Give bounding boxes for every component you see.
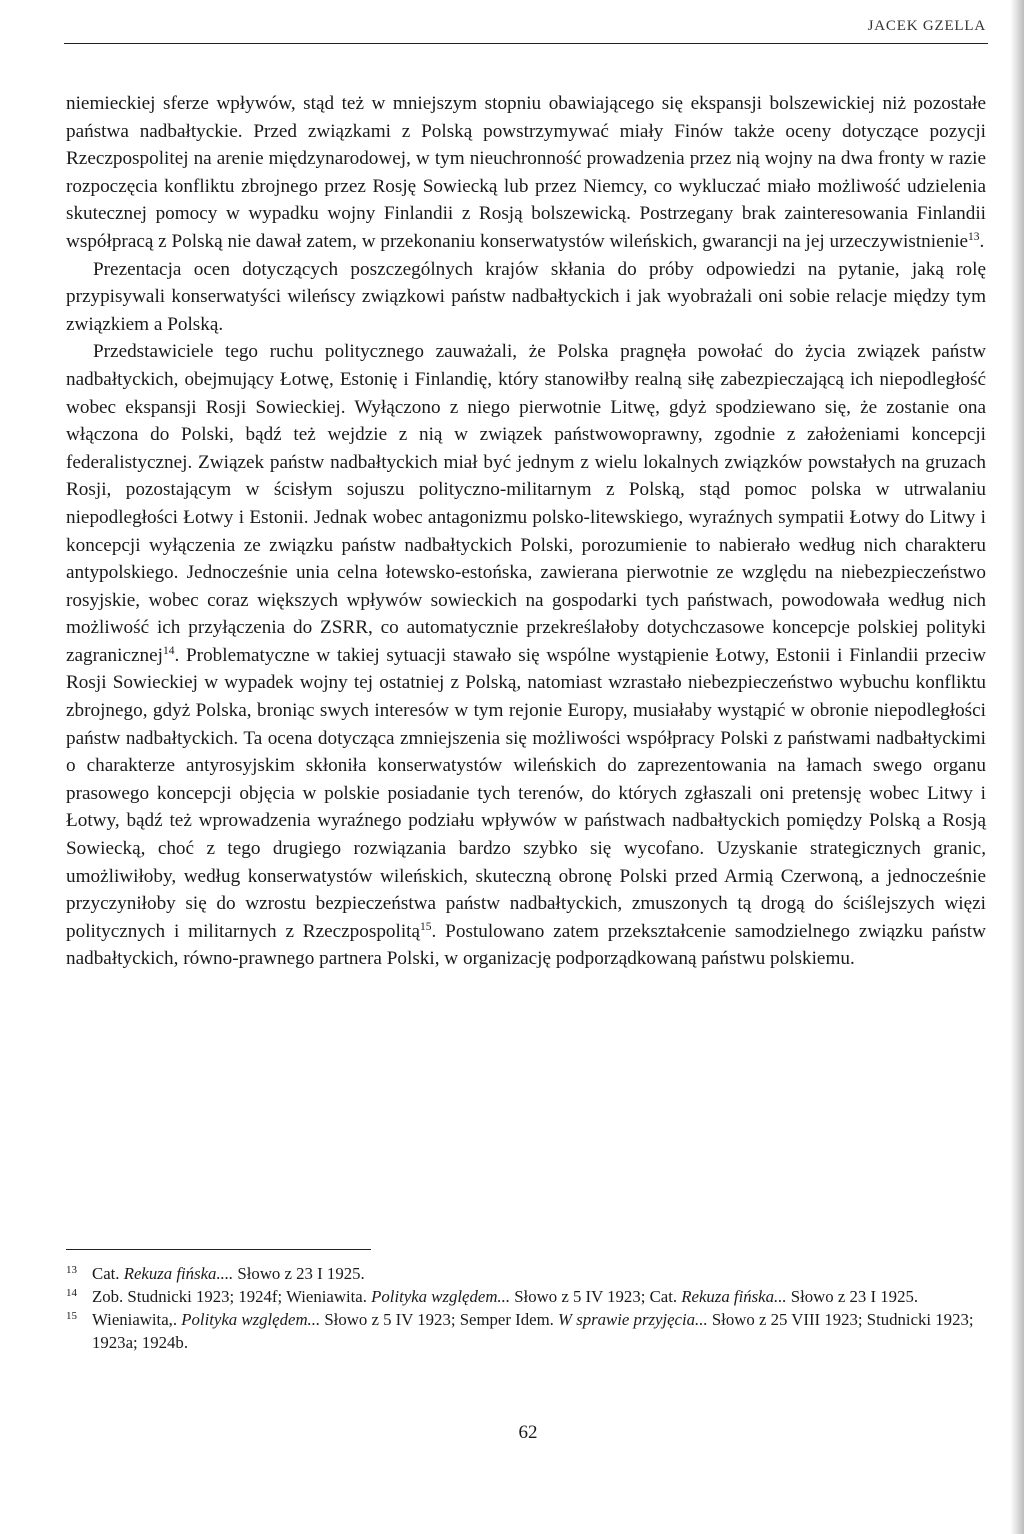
footnote-text: Słowo z 23 I 1925. xyxy=(786,1287,919,1306)
footnote-rule xyxy=(66,1249,371,1250)
paragraph-1-text: niemieckiej sferze wpływów, stąd też w mniejszym stopniu obawiającego się ekspansji bolszewickiej niż pozostałe państwa nadbałtyckie. Przed związkami z Polską powstrzymywać miały Finów także oceny dotyczące pozycji Rzeczpospolitej na arenie międzynarodowej, w tym nieuchronność prowadzenia przez nią wojny na dwa fronty w razie rozpoczęcia konfliktu zbrojnego przez Rosję Sowiecką lub przez Niemcy, co wykluczać miało możliwość udzielenia skutecznej pomocy w wypadku wojny Finlandii z Rosją bolszewicką. Postrzegany brak zainteresowania Finlandii współpracą z Polską nie dawał zatem, w przekonaniu konserwatystów wileńskich, gwarancji na jej urzeczywistnienie xyxy=(66,93,986,252)
footnote-ref-13: 13 xyxy=(968,230,980,243)
footnote-text: Cat. xyxy=(92,1264,124,1283)
footnote-title: W sprawie przyjęcia... xyxy=(558,1310,708,1329)
paragraph-3 xyxy=(66,338,986,973)
scan-edge-shadow xyxy=(1010,0,1024,1534)
footnote-title: Rekuza fińska... xyxy=(681,1287,787,1306)
footnote-text: Słowo z 5 IV 1923; Semper Idem. xyxy=(320,1310,559,1329)
paragraph-1-tail: . xyxy=(979,230,985,252)
paragraph-1 xyxy=(66,90,986,256)
paragraph-3-text-a: Przedstawiciele tego ruchu politycznego zauważali, że Polska pragnęła powołać do życia związek państw nadbałtyckich, obejmujący Łotwę, Estonię i Finlandię, który stanowiłby realną siłę zabezpieczającą ich niepodległość wobec ekspansji Rosji Sowieckiej. Wyłączono z niego pierwotnie Litwę, gdyż spodziewano się, że zostanie ona włączona do Polski, bądź też wejdzie z nią w związek państwowoprawny, zgodnie z założeniami koncepcji federalistycznej. Związek państw nadbałtyckich miał być jednym z wielu lokalnych związków powstałych na gruzach Rosji, pozostającym w ścisłym sojuszu polityczno-militarnym z Polską, stąd pomoc polska w utrwalaniu niepodległości Łotwy i Estonii. Jednak wobec antagonizmu polsko-litewskiego, wyraźnych sympatii Łotwy do Litwy i koncepcji wyłączenia ze związku państw nadbałtyckich Polski, porozumienie to nabierało według nich charakteru antypolskiego. Jednocześnie unia celna łotewsko-estońska, zawierana pierwotnie ze względu na niebezpieczeństwo rosyjskie, wobec coraz większych wpływów sowieckich na gospodarki tych państwach, powodowała według nich możliwość ich przyłączenia do ZSRR, co automatycznie przekreślałoby dotychczasowe koncepcje polskiej polityki zagranicznej xyxy=(66,341,986,666)
footnote-text: Słowo z 5 IV 1923; Cat. xyxy=(510,1287,682,1306)
footnote-text: Słowo z 25 VIII 1923; Studnicki 1923; 1923a; 1924b. xyxy=(92,1310,974,1352)
body-text xyxy=(66,90,986,973)
footnote-title: Polityka względem... xyxy=(371,1287,511,1306)
footnote-ref-14: 14 xyxy=(162,644,175,657)
footnote-text: Zob. Studnicki 1923; 1924f; Wieniawita. xyxy=(92,1287,372,1306)
footnote-15: 15 Wieniawita,. Polityka względem... Słowo z 5 IV 1923; Semper Idem. W sprawie przyjęcia... Słowo z 25 VIII 1923; Studnicki 1923; 1923a; 1924b. xyxy=(66,1310,974,1352)
footnote-ref-15: 15 xyxy=(420,920,432,933)
footnotes xyxy=(66,1262,986,1354)
running-head: JACEK GZELLA xyxy=(867,18,986,34)
paragraph-2: Prezentacja ocen dotyczących poszczególnych krajów skłania do próby odpowiedzi na pytanie, jaką rolę przypisywali konserwatyści wileńscy związkowi państw nadbałtyckich i jak wyobrażali oni sobie relacje między tym związkiem a Polską. xyxy=(66,258,986,335)
footnote-text: Wieniawita,. xyxy=(92,1310,182,1329)
footnote-14: 14 Zob. Studnicki 1923; 1924f; Wieniawita. Polityka względem... Słowo z 5 IV 1923; Cat. Rekuza fińska... Słowo z 23 I 1925. xyxy=(66,1287,919,1306)
paragraph-3-text-b: . Problematyczne w takiej sytuacji stawało się wspólne wystąpienie Łotwy, Estonii i Finlandii przeciw Rosji Sowieckiej w wypadek wojny tej ostatniej z Polską, natomiast wzrastało niebezpieczeństwo wybuchu konfliktu zbrojnego, gdyż Polska, broniąc swych interesów w tym rejonie Europy, musiałaby wystąpić w obronie niepodległości państw nadbałtyckich. Ta ocena dotycząca zmniejszenia się możliwości współpracy Polski z państwami nadbałtyckimi o charakterze antyrosyjskim skłoniła konserwatystów wileńskich do zaprezentowania na łamach swego organu prasowego koncepcji objęcia w polskie posiadanie tych terenów, do których zgłaszali oni pretensję wobec Litwy i Łotwy, bądź też wprowadzenia wyraźnego podziału wpływów w państwach nadbałtyckich pomiędzy Polską a Rosją Sowiecką, choć z tego drugiego rozwiązania bardzo szybko się wycofano. Uzyskanie strategicznych granic, umożliwiłoby, według konserwatystów wileńskich, skuteczną obronę Polski przed Armią Czerwoną, a jednocześnie przyczyniłoby się do wzrostu bezpieczeństwa państw nadbałtyckich, zmuszonych tą drogą do ściślejszych więzi politycznych i militarnych z Rzeczpospolitą xyxy=(66,644,986,942)
header-rule xyxy=(64,43,988,44)
footnote-text: Słowo z 23 I 1925. xyxy=(233,1264,365,1283)
paragraph-3-text-c: . Postulowano zatem przekształcenie samodzielnego związku państw nadbałtyckich, równo-prawnego partnera Polski, w organizację podporządkowaną państwu polskiemu. xyxy=(66,920,986,970)
footnote-13: 13 Cat. Rekuza fińska.... Słowo z 23 I 1925. xyxy=(66,1264,365,1283)
footnote-title: Rekuza fińska.... xyxy=(123,1264,234,1283)
page-number: 62 xyxy=(518,1422,538,1443)
footnote-title: Polityka względem... xyxy=(181,1310,321,1329)
